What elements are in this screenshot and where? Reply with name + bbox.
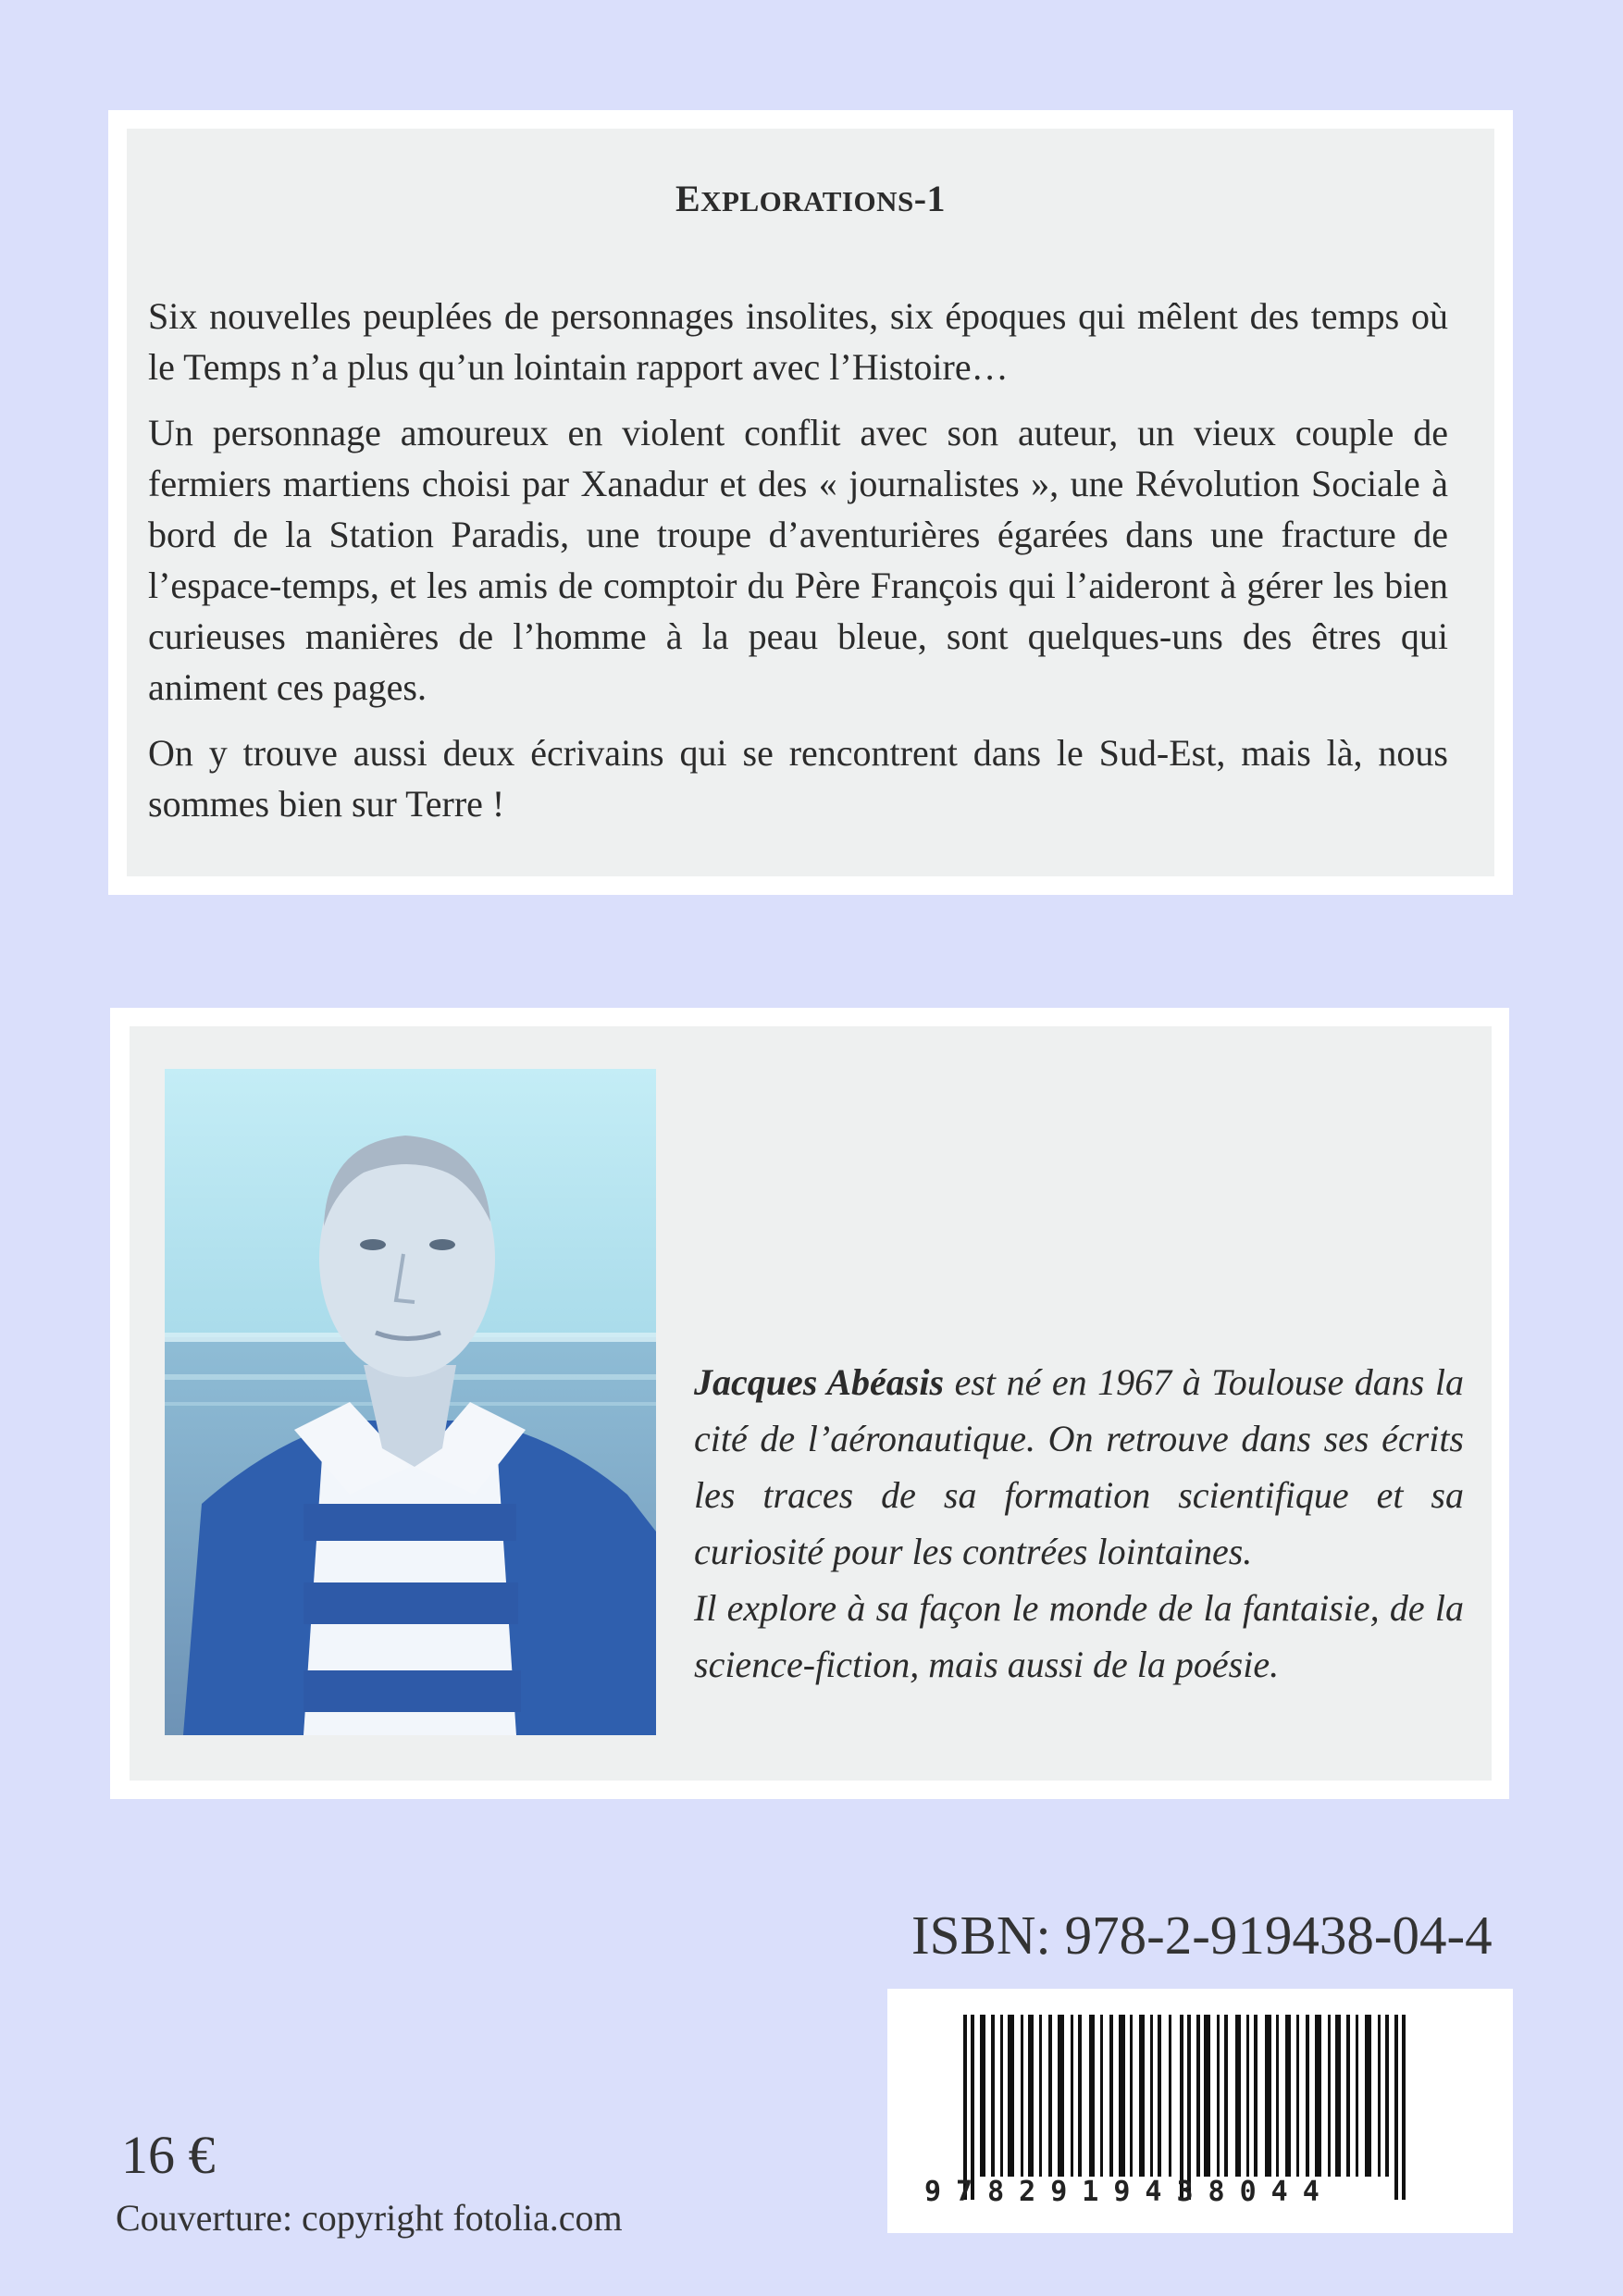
summary-paragraph-1: Six nouvelles peuplées de personnages insolites, six époques qui mêlent des temps où le Temps n’a plus qu’un lointain rapport avec l’Histoire… (148, 295, 1448, 388)
author-panel (130, 1026, 1492, 1781)
author-name: Jacques Abéasis (694, 1361, 945, 1403)
summary-paragraph-3: On y trouve aussi deux écrivains qui se rencontrent dans le Sud-Est, mais là, nous sommes bien sur Terre ! (148, 732, 1448, 825)
author-bio-paragraph-1: Jacques Abéasis est né en 1967 à Toulouse dans la cité de l’aéronautique. On retrouve dans ses écrits les traces de sa formation scientifique et sa curiosité pour les contrées lointaines. (694, 1361, 1464, 1572)
cover-credit: Couverture: copyright fotolia.com (116, 2197, 623, 2239)
summary-panel (127, 129, 1494, 876)
price: 16 € (121, 2125, 216, 2185)
author-bio-paragraph-2: Il explore à sa façon le monde de la fantaisie, de la science-fiction, mais aussi de la poésie. (694, 1587, 1464, 1685)
summary-paragraph-2: Un personnage amoureux en violent conflit avec son auteur, un vieux couple de fermiers martiens choisi par Xanadur et des « journalistes », une Révolution Sociale à bord de la Station Paradis, une troupe d’aventurières égarées dans une fracture de l’espace-temps, et les amis de comptoir du Père François qui l’aideront à gérer les bien curieuses manières de l’homme à la peau bleue, sont quelques-uns des êtres qui animent ces pages. (148, 412, 1448, 708)
isbn-label: ISBN: 978-2-919438-04-4 (911, 1905, 1493, 1966)
book-title: EXPLORATIONS-1 (675, 178, 947, 219)
author-bio (694, 1354, 1464, 1693)
author-photo (165, 1069, 656, 1735)
barcode-digits: 9782919438044 (924, 2176, 1334, 2208)
summary-text (148, 291, 1448, 844)
author-portrait-image (165, 1069, 656, 1735)
barcode (887, 1989, 1513, 2233)
